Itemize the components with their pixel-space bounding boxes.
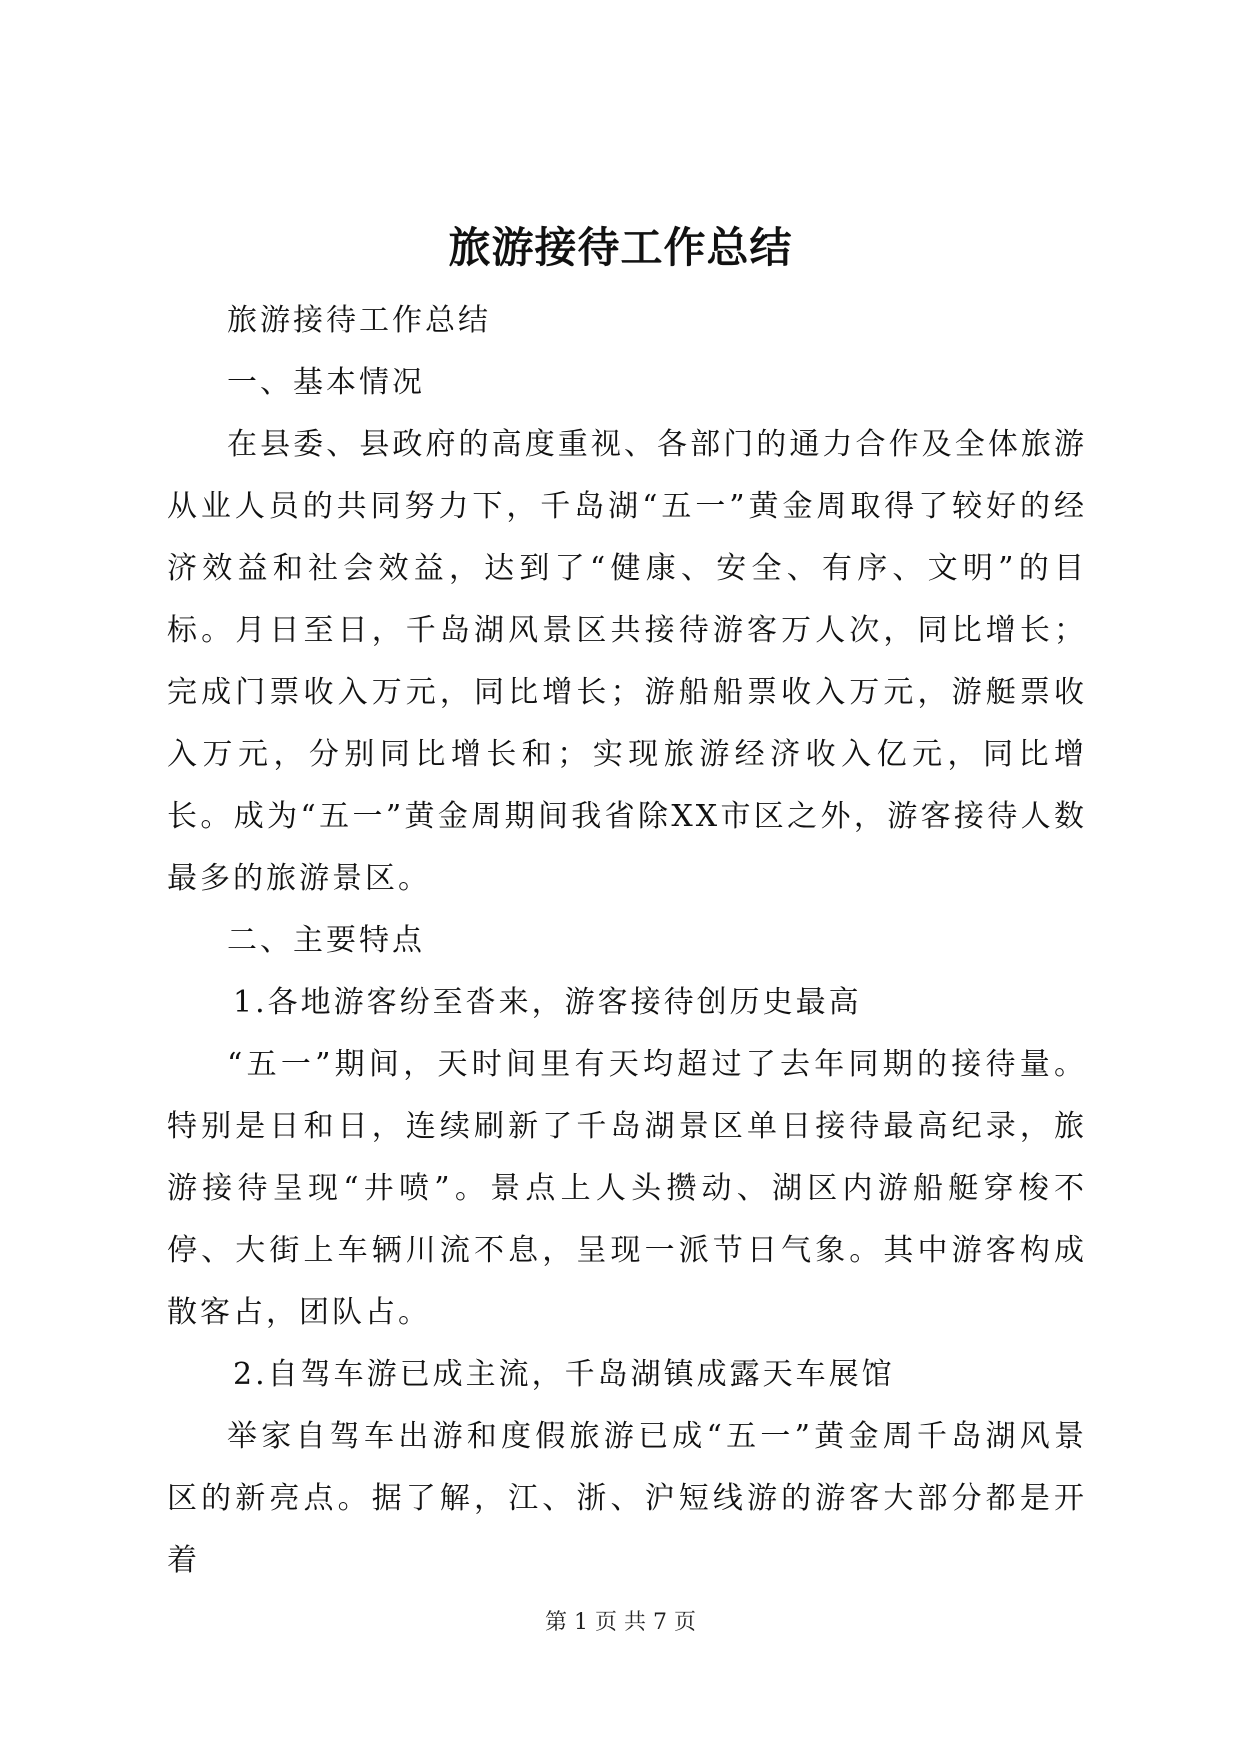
section-heading-basic: 一、基本情况: [227, 365, 425, 400]
intro-line: 旅游接待工作总结: [227, 303, 491, 338]
page-footer: 第 1 页 共 7 页: [545, 1610, 696, 1635]
section-heading-features: 二、主要特点: [227, 923, 425, 958]
paragraph-self-drive: 举家自驾车出游和度假旅游已成“五一”黄金周千岛湖风景区的新亮点。据了解，江、浙、沪短线游的游客大部分都是开着: [167, 1419, 1087, 1578]
subheading-self-drive: 2.自驾车游已成主流，千岛湖镇成露天车展馆: [233, 1357, 895, 1392]
paragraph-visitors: “五一”期间，天时间里有天均超过了去年同期的接待量。特别是日和日，连续刷新了千岛湖景区单日接待最高纪录，旅游接待呈现“井喷”。景点上人头攒动、湖区内游船艇穿梭不停、大街上车辆川流不息，呈现一派节日气象。其中游客构成散客占，团队占。: [167, 1047, 1087, 1330]
paragraph-basic-situation: 在县委、县政府的高度重视、各部门的通力合作及全体旅游从业人员的共同努力下，千岛湖“五一”黄金周取得了较好的经济效益和社会效益，达到了“健康、安全、有序、文明”的目标。月日至日，千岛湖风景区共接待游客万人次，同比增长；完成门票收入万元，同比增长；游船船票收入万元，游艇票收入万元，分别同比增长和；实现旅游经济收入亿元，同比增长。成为“五一”黄金周期间我省除XX市区之外，游客接待人数最多的旅游景区。: [167, 427, 1087, 896]
document-title: 旅游接待工作总结: [448, 223, 793, 272]
document-body: [167, 290, 1087, 1592]
subheading-visitors: 1.各地游客纷至沓来，游客接待创历史最高: [233, 985, 862, 1020]
